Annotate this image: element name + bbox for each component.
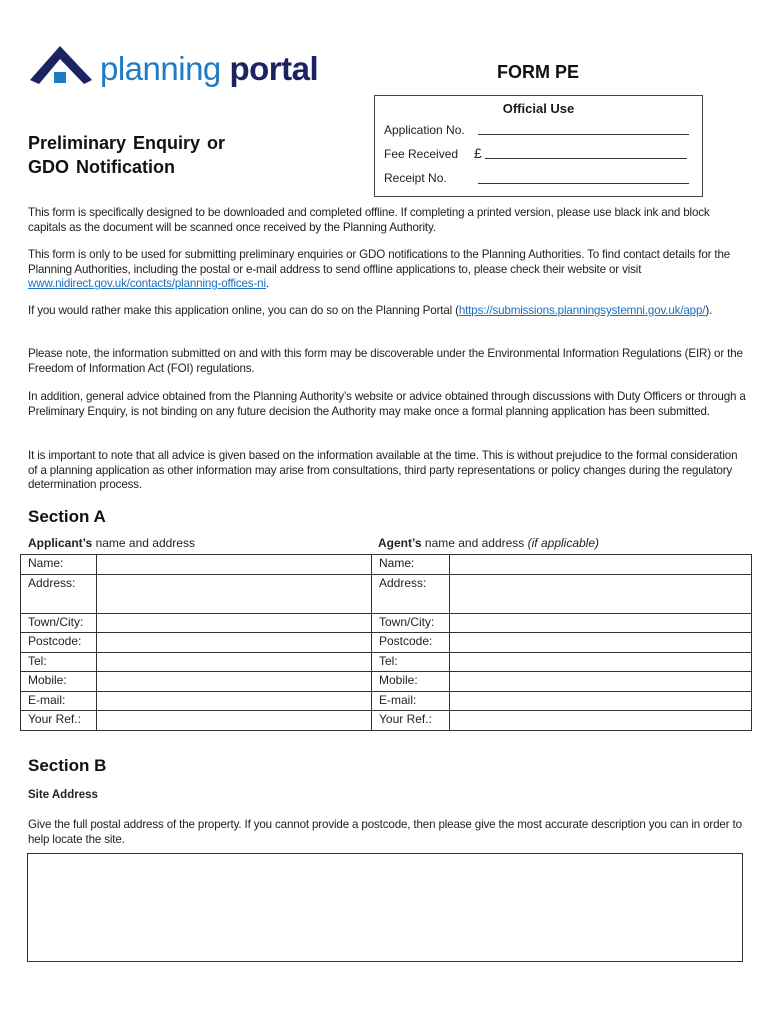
planning-portal-link[interactable]: https://submissions.planningsystemni.gov.uk/app/ [458,304,706,317]
applicant-field-input[interactable] [97,652,372,672]
site-address-instruction: Give the full postal address of the property. If you cannot provide a postcode, then please give the most accurate description you can in order to help locate the site. [28,818,742,846]
official-use-title: Official Use [502,101,575,116]
agent-field-label: Town/City: [372,613,450,633]
intro-paragraph-3 [28,304,746,319]
table-row [21,711,752,731]
applicant-heading-bold: Applicant’s [28,536,93,550]
agent-field-input[interactable] [450,613,752,633]
intro-paragraph-5: In addition, general advice obtained from the Planning Authority’s website or advice obtained through discussions with Duty Officers or through a Preliminary Enquiry, is not binding on any future decision the Authority may make once a formal planning application has been submitted. [28,390,746,418]
table-row [21,633,752,653]
agent-field-input[interactable] [450,672,752,692]
agent-field-label: Tel: [372,652,450,672]
agent-field-input[interactable] [450,652,752,672]
logo-wordmark [100,50,318,88]
table-row [21,652,752,672]
house-icon [28,42,96,94]
applicant-heading [28,536,195,550]
agent-heading-rest: name and address [421,536,528,550]
intro-paragraph-3-end: ). [705,304,713,317]
currency-symbol: £ [474,145,482,161]
agent-heading-italic: (if applicable) [527,536,600,550]
form-id: FORM PE [497,62,580,82]
table-row [21,691,752,711]
applicant-field-input[interactable] [97,672,372,692]
application-no-field[interactable] [478,134,689,135]
nidirect-link[interactable]: www.nidirect.gov.uk/contacts/planning-offices-ni [28,277,266,291]
applicant-field-input[interactable] [97,555,372,575]
applicant-field-label: Name: [21,555,97,575]
agent-field-input[interactable] [450,633,752,653]
applicant-field-label: Your Ref.: [21,711,97,731]
agent-field-input[interactable] [450,574,752,613]
agent-field-input[interactable] [450,711,752,731]
applicant-field-label: Mobile: [21,672,97,692]
intro-paragraph-1: This form is specifically designed to be downloaded and completed offline. If completing a printed version, please use black ink and block capitals as the document will be scanned once received by the Planning Authority. [28,206,710,234]
agent-field-input[interactable] [450,555,752,575]
official-use-box [374,95,703,197]
page-title [28,131,225,179]
intro-paragraph-2-text: This form is only to be used for submitting preliminary enquiries or GDO notifications to the Planning Authorities. To find contact details for the Planning Authorities, including the postal or e-mail address to send offline applications to, please check their website or visit [28,248,731,276]
intro-paragraph-3-text: If you would rather make this application online, you can do so on the Planning Portal ( [28,304,459,317]
agent-field-input[interactable] [450,691,752,711]
intro-paragraph-2-end: . [265,277,269,291]
fee-received-field[interactable] [485,158,687,159]
agent-field-label: Your Ref.: [372,711,450,731]
table-row [21,672,752,692]
applicant-field-input[interactable] [97,711,372,731]
receipt-no-field[interactable] [478,183,689,184]
agent-field-label: Name: [372,555,450,575]
applicant-field-input[interactable] [97,574,372,613]
agent-field-label: Postcode: [372,633,450,653]
table-row [21,555,752,575]
site-address-field[interactable] [27,853,743,962]
logo-word-planning: planning [100,50,221,87]
title-line-1: Preliminary Enquiry or [28,133,226,153]
intro-paragraph-4: Please note, the information submitted on and with this form may be discoverable under the Environmental Information Regulations (EIR) or the Freedom of Information Act (FOI) regulations. [28,347,743,375]
logo-word-portal: portal [229,50,319,87]
table-row [21,613,752,633]
applicant-field-input[interactable] [97,691,372,711]
applicant-heading-rest: name and address [92,536,195,550]
agent-field-label: E-mail: [372,691,450,711]
agent-field-label: Address: [372,574,450,613]
applicant-field-label: Postcode: [21,633,97,653]
applicant-field-label: Tel: [21,652,97,672]
agent-heading-bold: Agent’s [378,536,422,550]
title-line-2: GDO Notification [28,157,175,177]
applicant-field-label: Town/City: [21,613,97,633]
applicant-field-input[interactable] [97,633,372,653]
agent-heading [378,536,599,550]
applicant-field-label: Address: [21,574,97,613]
fee-received-label: Fee Received [384,147,459,161]
section-b-heading: Section B [28,756,107,775]
table-row [21,574,752,613]
planning-portal-logo [28,42,328,94]
applicant-field-input[interactable] [97,613,372,633]
applicant-field-label: E-mail: [21,691,97,711]
site-address-heading: Site Address [28,789,98,801]
receipt-no-label: Receipt No. [384,171,447,185]
intro-paragraph-2 [28,248,746,292]
intro-paragraph-6: It is important to note that all advice is given based on the information available at the time. This is without prejudice to the formal consideration of a planning application as other information may arise from consultations, third party representations or policy changes during the regulatory determination process. [28,449,738,492]
agent-field-label: Mobile: [372,672,450,692]
applicant-agent-table [20,554,752,731]
section-a-heading: Section A [28,507,106,526]
application-no-label: Application No. [384,123,465,137]
